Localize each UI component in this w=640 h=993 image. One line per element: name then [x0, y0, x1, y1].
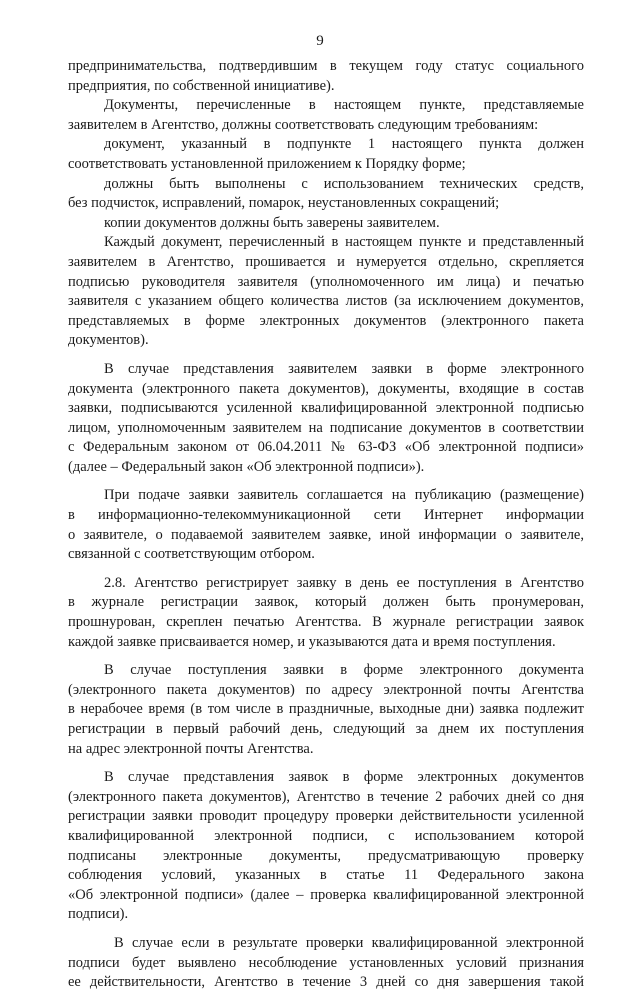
paragraph: [68, 214, 584, 234]
paragraph: [68, 934, 584, 993]
text-line: предприятия, по собственной инициативе).: [68, 77, 335, 94]
text-line: В случае если в результате проверки квалифицированной электронной: [114, 934, 584, 951]
text-line: В случае поступления заявки в форме электронного документа: [104, 662, 584, 679]
text-line: заявителем в Агентство, прошивается и нумеруется отдельно, скрепляется: [68, 253, 584, 270]
page-number: 9: [316, 33, 324, 49]
paragraph: [68, 661, 584, 759]
text-line: копии документов должны быть заверены заявителем.: [104, 214, 440, 231]
text-line: представляемых в форме электронных документов (электронного пакета: [68, 312, 584, 329]
text-line: соответствовать установленной приложением к Порядку форме;: [68, 155, 466, 172]
text-line: лицом, уполномоченным заявителем на подписание документов в соответствии: [68, 419, 584, 436]
text-line: подписи).: [68, 906, 129, 923]
text-line: соблюдения условий, указанных в статье 11 Федерального закона: [68, 867, 584, 884]
text-line: В случае представления заявителем заявки в форме электронного: [104, 360, 584, 377]
document-body: [68, 57, 584, 993]
text-line: 2.8. Агентство регистрирует заявку в день ее поступления в Агентство: [104, 574, 584, 591]
paragraph: [68, 486, 584, 564]
paragraph: [68, 768, 584, 925]
paragraph: [68, 233, 584, 351]
paragraph: [68, 96, 584, 135]
text-line: (далее – Федеральный закон «Об электронной подписи»).: [68, 458, 425, 475]
text-line: (электронного пакета документов), Агентство в течение 2 рабочих дней со дня: [68, 788, 584, 805]
text-line: должны быть выполнены с использованием технических средств,: [104, 175, 584, 192]
text-line: регистрации заявки проводит процедуру проверки действительности усиленной: [68, 808, 584, 825]
paragraph: [68, 57, 584, 96]
paragraph: [68, 135, 584, 174]
text-line: подписью руководителя заявителя (уполномоченного им лица) и печатью: [68, 273, 584, 290]
text-line: в нерабочее время (в том числе в праздничные, выходные дни) заявка подлежит: [68, 701, 584, 718]
text-line: документов).: [68, 332, 149, 349]
text-line: При подаче заявки заявитель соглашается на публикацию (размещение): [104, 487, 584, 504]
text-line: без подчисток, исправлений, помарок, неустановленных сокращений;: [68, 195, 500, 212]
text-line: заявки, подписываются усиленной квалифицированной электронной подписью: [68, 400, 584, 417]
text-line: В случае представления заявок в форме электронных документов: [104, 769, 584, 786]
text-line: прошнурован, скреплен печатью Агентства. В журнале регистрации заявок: [68, 614, 584, 631]
text-line: с Федеральным законом от 06.04.2011 № 63-ФЗ «Об электронной подписи»: [68, 439, 584, 456]
paragraph: [68, 574, 584, 652]
text-line: заявителя с указанием общего количества листов (за исключением документов,: [68, 293, 584, 310]
paragraph: [68, 175, 584, 214]
text-line: квалифицированной электронной подписи, с использованием которой: [68, 827, 584, 844]
text-line: о заявителе, о подаваемой заявителем заявке, иной информации о заявителе,: [68, 526, 584, 543]
text-line: каждой заявке присваивается номер, и указываются дата и время поступления.: [68, 633, 556, 650]
text-line: регистрации в первый рабочий день, следующий за днем их поступления: [68, 721, 584, 737]
text-line: в информационно-телекоммуникационной сети Интернет информации: [68, 507, 584, 524]
text-line: подписаны электронные документы, предусматривающую проверку: [68, 847, 584, 864]
text-line: ее действительности, Агентство в течение 3 дней со дня завершения такой: [68, 974, 584, 991]
text-line: в журнале регистрации заявок, который должен быть пронумерован,: [68, 594, 584, 611]
text-line: на адрес электронной почты Агентства.: [68, 740, 314, 757]
text-line: (электронного пакета документов) по адресу электронной почты Агентства: [68, 681, 584, 698]
paragraph: [68, 360, 584, 478]
text-line: документ, указанный в подпункте 1 настоящего пункта должен: [104, 136, 584, 153]
text-line: Каждый документ, перечисленный в настоящем пункте и представленный: [104, 234, 584, 251]
text-line: документа (электронного пакета документов), документы, входящие в состав: [68, 380, 584, 397]
text-line: подписи будет выявлено несоблюдение установленных условий признания: [68, 954, 584, 971]
text-line: заявителем в Агентство, должны соответствовать следующим требованиям:: [68, 116, 539, 133]
text-line: «Об электронной подписи» (далее – проверка квалифицированной электронной: [68, 886, 584, 903]
text-line: предпринимательства, подтвердившим в текущем году статус социального: [68, 58, 584, 74]
text-line: Документы, перечисленные в настоящем пункте, представляемые: [104, 97, 584, 114]
text-line: связанной с соответствующим отбором.: [68, 546, 315, 563]
